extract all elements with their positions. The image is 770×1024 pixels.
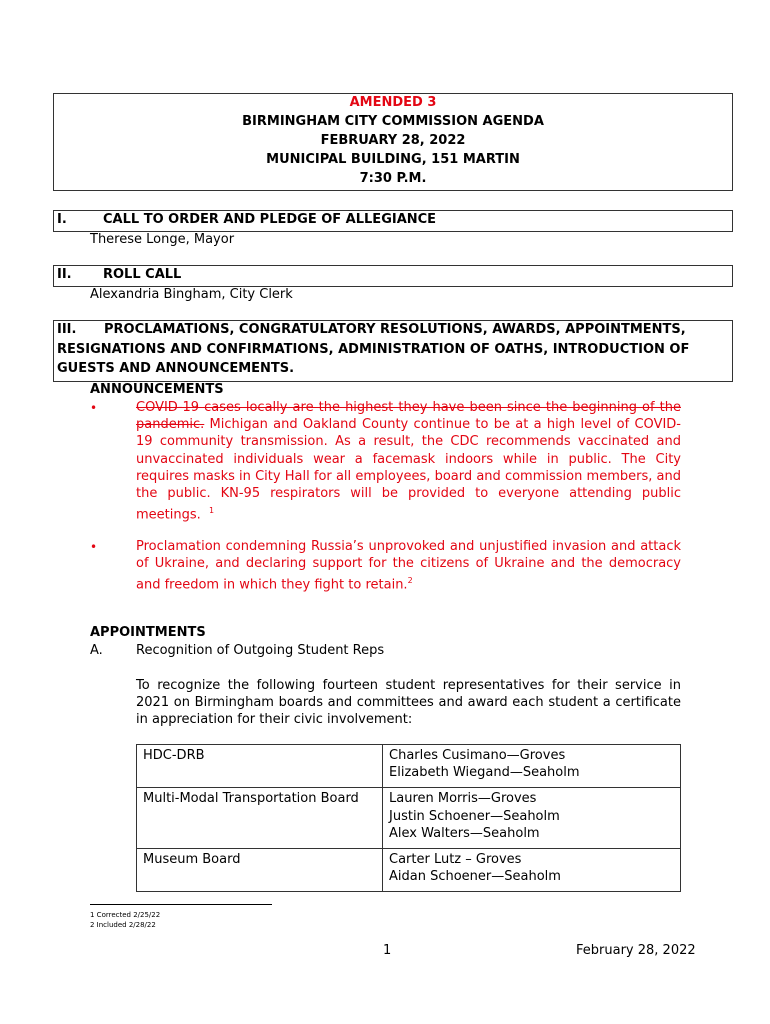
appointment-intro: To recognize the following fourteen student representatives for their service in 2021 on Birmingham boards and committees and award each student a certificate in appreciation for their civic involvement: xyxy=(136,678,681,728)
appointment-item-letter: A. xyxy=(90,643,103,658)
appointment-item-title: Recognition of Outgoing Student Reps xyxy=(136,643,385,658)
student-name: Alex Walters—Seaholm xyxy=(389,825,540,841)
student-name: Aidan Schoener—Seaholm xyxy=(389,869,561,885)
board-cell: HDC-DRB xyxy=(137,745,383,788)
page-number: 1 xyxy=(383,943,392,958)
section-2-heading xyxy=(53,265,733,287)
student-name: Carter Lutz – Groves xyxy=(389,852,522,868)
table-row xyxy=(137,745,681,788)
section-3-number: III. xyxy=(57,322,77,337)
section-1-heading xyxy=(53,210,733,232)
announcement-ukraine xyxy=(136,538,681,594)
section-3-title-line-1: PROCLAMATIONS, CONGRATULATORY RESOLUTIONS, AWARDS, APPOINTMENTS, xyxy=(104,322,686,337)
agenda-header xyxy=(53,93,733,191)
names-cell xyxy=(383,849,681,892)
agenda-location: MUNICIPAL BUILDING, 151 MARTIN xyxy=(266,152,520,167)
footnote-ref-2[interactable]: 2 xyxy=(407,576,413,586)
student-name: Lauren Morris—Groves xyxy=(389,791,537,807)
section-2-number: II. xyxy=(57,267,72,282)
table-row xyxy=(137,849,681,892)
table-row xyxy=(137,788,681,849)
section-2-title: ROLL CALL xyxy=(103,267,182,282)
footnote-1: 1 Corrected 2/25/22 xyxy=(90,911,161,919)
announcement-covid-text: Michigan and Oakland County continue to be at a high level of COVID-19 community transmission. As a result, the CDC recommends vaccinated and unvaccinated individuals wear a facemask indoors while in public. The City requires masks in City Hall for all employees, board and commission members, and the public. KN-95 respirators will be provided to everyone attending public meetings. xyxy=(136,417,681,523)
footnote-divider xyxy=(90,904,272,905)
announcements-heading: ANNOUNCEMENTS xyxy=(90,382,224,397)
footnote-2: 2 Included 2/28/22 xyxy=(90,921,156,929)
section-1-title: CALL TO ORDER AND PLEDGE OF ALLEGIANCE xyxy=(103,212,437,227)
student-name: Charles Cusimano—Groves xyxy=(389,748,566,763)
board-cell: Museum Board xyxy=(137,849,383,892)
agenda-time: 7:30 P.M. xyxy=(359,171,427,186)
names-cell xyxy=(383,788,681,849)
footer-date: February 28, 2022 xyxy=(576,943,696,958)
section-2-subtitle: Alexandria Bingham, City Clerk xyxy=(90,287,293,302)
bullet-2-marker: • xyxy=(90,540,98,554)
agenda-date: FEBRUARY 28, 2022 xyxy=(320,133,466,148)
section-1-subtitle: Therese Longe, Mayor xyxy=(90,232,235,247)
section-3-title-line-2: RESIGNATIONS AND CONFIRMATIONS, ADMINISTRATION OF OATHS, INTRODUCTION OF xyxy=(57,342,690,357)
section-1-number: I. xyxy=(57,212,67,227)
student-reps-table xyxy=(136,744,681,892)
section-3-title-line-3: GUESTS AND ANNOUNCEMENTS. xyxy=(57,361,295,376)
amended-label: AMENDED 3 xyxy=(349,95,437,110)
announcement-covid-struck-text: COVID-19 cases locally are the highest they have been since the beginning of the pandemic. xyxy=(136,400,681,433)
section-3-heading xyxy=(53,320,733,382)
agenda-title: BIRMINGHAM CITY COMMISSION AGENDA xyxy=(242,114,544,129)
appointments-heading: APPOINTMENTS xyxy=(90,625,206,640)
student-name: Elizabeth Wiegand—Seaholm xyxy=(389,765,580,781)
board-cell: Multi-Modal Transportation Board xyxy=(137,788,383,849)
footnote-ref-1[interactable]: 1 xyxy=(209,506,215,516)
student-name: Justin Schoener—Seaholm xyxy=(389,808,560,824)
names-cell xyxy=(383,745,681,788)
bullet-1-marker: • xyxy=(90,401,98,415)
announcement-covid xyxy=(136,399,681,524)
announcement-ukraine-text: Proclamation condemning Russia’s unprovoked and unjustified invasion and attack of Ukraine, and declaring support for the citizens of Ukraine and the democracy and freedom in which they fight to retain. xyxy=(136,539,681,593)
